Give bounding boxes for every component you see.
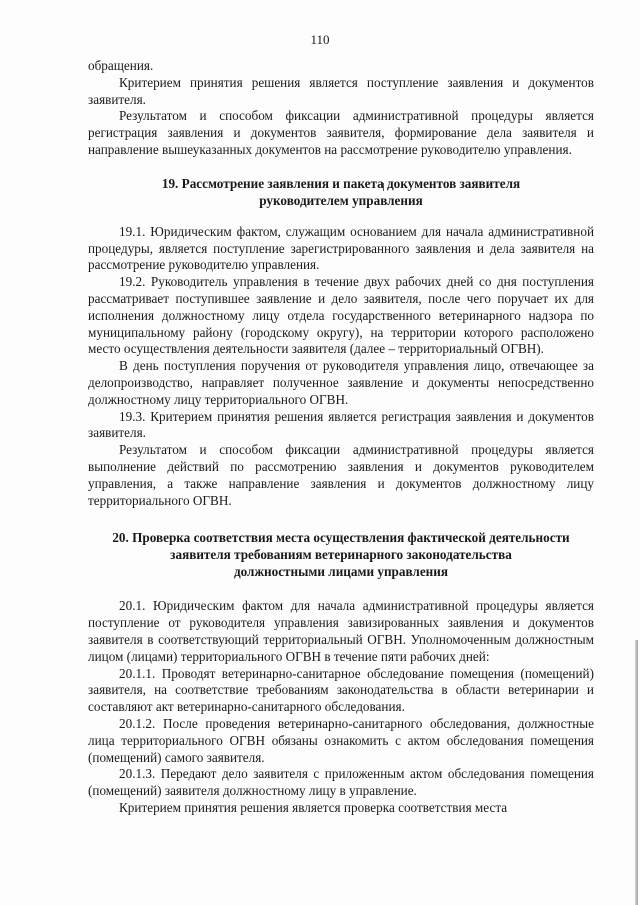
section-20-heading [88, 529, 594, 580]
paragraph: 20.1.3. Передают дело заявителя с приложенным актом обследования помещения (помещений) заявителя должностному лицу в управление. [88, 766, 594, 799]
paragraph: 19.1. Юридическим фактом, служащим основанием для начала административной процедуры, является поступление зарегистрированного заявления и дела заявителя на рассмотрение руководителю управления. [88, 223, 594, 273]
paragraph: 19.2. Руководитель управления в течение двух рабочих дней со дня поступления рассматривает поступившее заявление и дело заявителя, после чего поручает их для исполнения должностному лицу отдела государственного ветеринарного надзора по муниципальному району (городскому округу), на территории которого расположено место осуществления деятельности заявителя (далее – территориальный ОГВН). [88, 274, 594, 357]
paragraph: 20.1.1. Проводят ветеринарно-санитарное обследование помещения (помещений) заявителя, на соответствие требованиям законодательства в области ветеринарии и составляют акт ветеринарно-санитарного обследования. [88, 665, 594, 715]
paragraph-continuation: обращения. [88, 58, 154, 73]
heading-line: заявителя требованиям ветеринарного законодательства [170, 547, 512, 563]
page-number: 110 [310, 32, 330, 47]
scan-edge-shadow [635, 640, 638, 905]
paragraph: 19.3. Критерием принятия решения является регистрация заявления и документов заявителя. [88, 408, 594, 441]
document-body [88, 58, 594, 817]
paragraph: 20.1.2. После проведения ветеринарно-санитарного обследования, должностные лица территориального ОГВН обязаны ознакомить с актом обследования помещения (помещений) самого заявителя. [88, 715, 594, 765]
heading-line: должностными лицами управления [233, 564, 449, 580]
paragraph: 20.1. Юридическим фактом для начала административной процедуры является поступление от руководителя управления завизированных заявления и документов заявителя в соответствующий территориальный ОГВН. Уполномоченным должностным лицом (лицами) территориального ОГВН в течение пяти рабочих дней: [88, 598, 594, 664]
paragraph: Результатом и способом фиксации административной процедуры является регистрация заявления и документов заявителя, формирование дела заявителя и направление вышеуказанных документов на рассмотрение руководителю управления. [88, 108, 594, 157]
paragraph: Критерием принятия решения является поступление заявления и документов заявителя. [88, 74, 594, 107]
paragraph: Результатом и способом фиксации административной процедуры является выполнение действий по рассмотрению заявления и документов руководителем управления, а также направление заявления и документов должностному лицу территориального ОГВН. [88, 442, 594, 508]
heading-line: 20. Проверка соответствия места осуществления фактической деятельности [112, 530, 570, 546]
paragraph: В день поступления поручения от руководителя управления лицо, отвечающее за делопроизводство, направляет полученное заявление и документы непосредственно должностному лицу территориального ОГВН. [88, 358, 594, 407]
section-19-heading [88, 175, 594, 209]
heading-line: 19. Рассмотрение заявления и пакета документов заявителя [161, 175, 521, 191]
paragraph: Критерием принятия решения является проверка соответствия места [119, 799, 508, 815]
heading-line: руководителем управления [259, 192, 423, 208]
